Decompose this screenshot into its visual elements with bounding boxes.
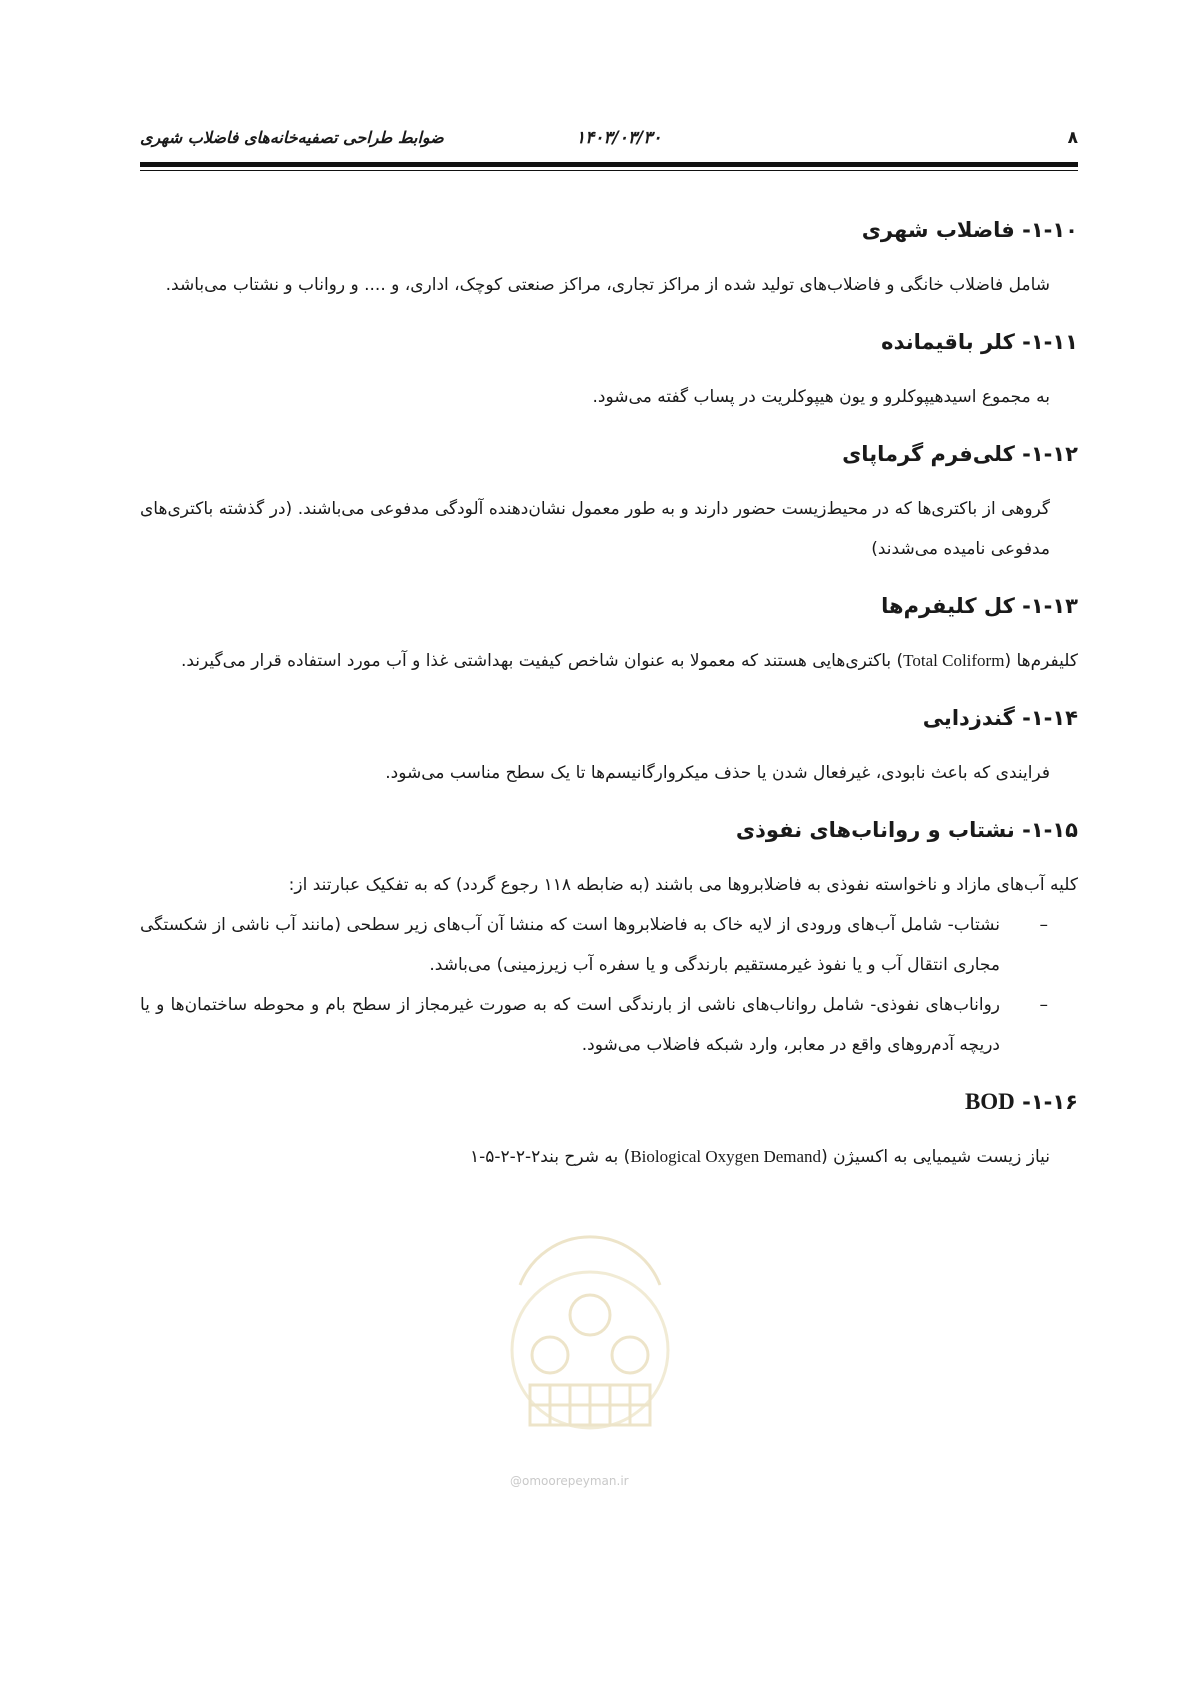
section-thermotolerant-coliform	[140, 437, 1078, 569]
section-paragraph: فرایندی که باعث نابودی، غیرفعال شدن یا حذف میکروارگانیسم‌ها تا یک سطح مناسب می‌شود.	[385, 763, 1050, 783]
section-paragraph	[140, 1137, 1078, 1177]
section-residual-chlorine	[140, 325, 1078, 417]
list-item	[140, 985, 1078, 1065]
section-intro: کلیه آب‌های مازاد و ناخواسته نفوذی به فاضلابروها می باشند (به ضابطه ۱۱۸ رجوع گردد) که به تفکیک عبارتند از:	[288, 875, 1078, 895]
section-paragraph	[140, 641, 1078, 681]
list-item	[140, 905, 1078, 985]
paragraph-text-end: ) باکتری‌هایی هستند که معمولا به عنوان شاخص کیفیت بهداشتی غذا و آب مورد استفاده قرار می‌گیرند.	[180, 651, 904, 671]
section-heading: ۱-۱۳- کل کلیفرم‌ها	[881, 594, 1078, 618]
bullet-list	[140, 905, 1078, 1065]
watermark-text: @omoorepeyman.ir	[510, 1474, 629, 1488]
section-heading: ۱-۱۰- فاضلاب شهری	[861, 218, 1078, 242]
section-heading: ۱-۱۵- نشتاب و رواناب‌های نفوذی	[735, 818, 1078, 842]
list-item-text: رواناب‌های نفوذی- شامل رواناب‌های ناشی از بارندگی است که به صورت غیرمجاز از سطح بام و محوطه ساختمان‌ها و یا دریچه آدم‌روهای واقع در معابر، وارد شبکه فاضلاب می‌شود.	[140, 995, 1000, 1055]
section-infiltration-inflow	[140, 813, 1078, 1065]
heading-number: ۱-۱۶-	[1014, 1090, 1078, 1114]
section-municipal-wastewater	[140, 213, 1078, 305]
header-title: ضوابط طراحی تصفیه‌خانه‌های فاضلاب شهری	[140, 128, 444, 147]
section-disinfection	[140, 701, 1078, 793]
english-term: Total Coliform	[903, 651, 1005, 670]
paragraph-text-start: کلیفرم‌ها (	[1004, 651, 1078, 671]
section-heading	[140, 1085, 1078, 1119]
list-item-text: نشتاب- شامل آب‌های ورودی از لایه خاک به فاضلابروها است که منشا آن آب‌های زیر سطحی (مانند آب ناشی از شکستگی مجاری انتقال آب و یا نفوذ غیرمستقیم بارندگی و یا سفره آب زیرزمینی) می‌باشد.	[140, 915, 1000, 975]
section-heading: ۱-۱۲- کلی‌فرم گرماپای	[842, 442, 1078, 466]
bullet-dash: –	[1039, 915, 1048, 935]
section-paragraph: به مجموع اسیدهیپوکلرو و یون هیپوکلریت در پساب گفته می‌شود.	[592, 387, 1050, 407]
page-number: ۸	[1067, 128, 1078, 148]
page-header	[140, 128, 1078, 156]
paragraph-text-end: ) به شرح بند۲-۲-۲-۵-۱	[469, 1147, 631, 1167]
section-heading: ۱-۱۴- گندزدایی	[922, 706, 1078, 730]
header-rule-thin	[140, 170, 1078, 171]
paragraph-text-start: نیاز زیست شیمیایی به اکسیژن (	[821, 1147, 1050, 1167]
section-paragraph: شامل فاضلاب خانگی و فاضلاب‌های تولید شده از مراکز تجاری، مراکز صنعتی کوچک، اداری، و .... و رواناب و نشتاب می‌باشد.	[165, 275, 1050, 295]
bullet-dash: –	[1039, 995, 1048, 1015]
omoore-peyman-seal-icon	[480, 1190, 700, 1440]
heading-term: BOD	[964, 1089, 1015, 1114]
header-rule-thick	[140, 162, 1078, 167]
english-term: Biological Oxygen Demand	[630, 1147, 822, 1166]
section-bod	[140, 1085, 1078, 1177]
section-paragraph: گروهی از باکتری‌ها که در محیط‌زیست حضور دارند و به طور معمول نشان‌دهنده آلودگی مدفوعی می‌باشند. (در گذشته باکتری‌های مدفوعی نامیده می‌شدند)	[140, 499, 1050, 559]
section-total-coliforms	[140, 589, 1078, 681]
header-date: ۱۴۰۳/۰۳/۳۰	[576, 128, 662, 148]
section-heading: ۱-۱۱- کلر باقیمانده	[881, 330, 1078, 354]
document-body	[140, 195, 1078, 1197]
